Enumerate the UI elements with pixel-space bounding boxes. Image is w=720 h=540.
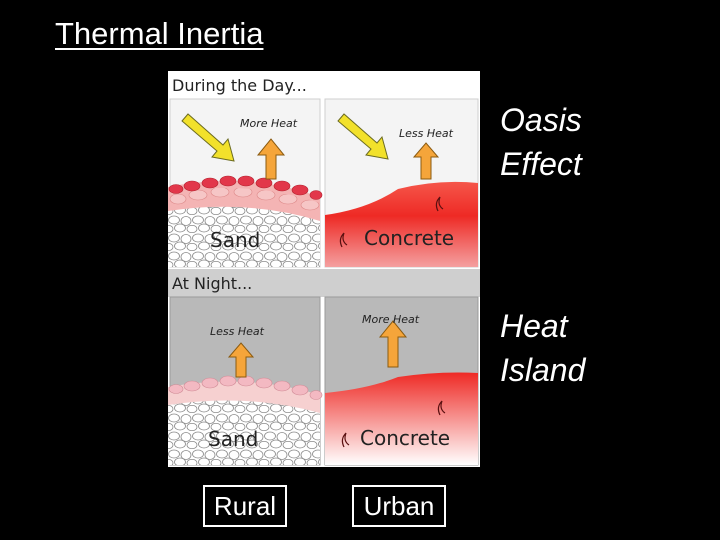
night-heading: At Night... [172, 274, 253, 293]
day-concrete-heat-label: Less Heat [399, 127, 453, 140]
diagram-svg [168, 71, 480, 467]
night-sand-heat-label: Less Heat [210, 325, 264, 338]
panel-day-concrete [325, 99, 478, 267]
slide-title: Thermal Inertia [55, 16, 264, 51]
night-concrete-material-label: Concrete [360, 426, 451, 450]
panel-day-sand [168, 99, 322, 267]
oasis-effect-label: Oasis Effect [500, 102, 582, 182]
panel-night-sand [168, 297, 322, 465]
panel-night-concrete [325, 297, 478, 465]
thermal-inertia-diagram [168, 71, 480, 467]
night-concrete-heat-label: More Heat [362, 313, 420, 326]
day-sand-material-label: Sand [210, 228, 261, 252]
day-sand-heat-label: More Heat [240, 117, 298, 130]
heat-island-label: Heat Island [500, 308, 586, 388]
night-sand-material-label: Sand [208, 427, 259, 451]
urban-label: Urban [352, 485, 446, 527]
day-concrete-material-label: Concrete [364, 226, 455, 250]
rural-label: Rural [203, 485, 287, 527]
day-heading: During the Day... [172, 76, 307, 95]
